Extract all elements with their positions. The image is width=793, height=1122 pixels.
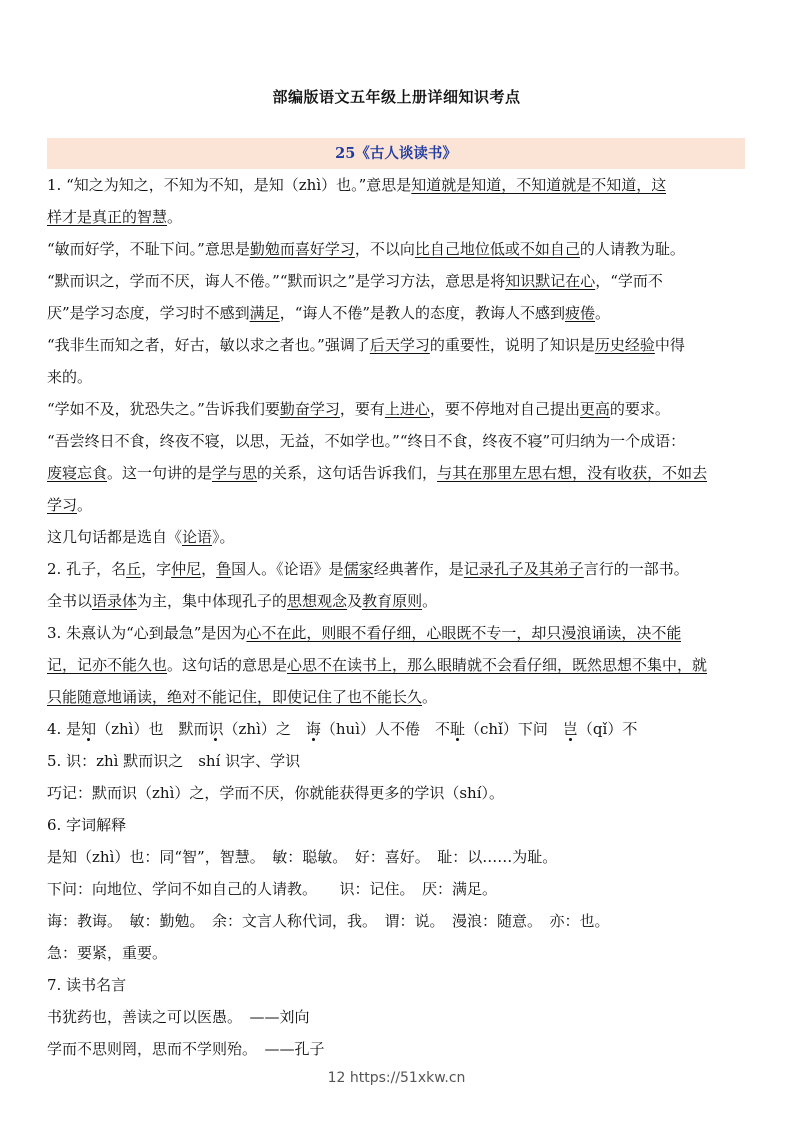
underlined-answer: 勤奋学习 xyxy=(279,400,340,418)
text-segment: 这几句话都是选自《 xyxy=(47,528,183,546)
underlined-answer: 仲尼 xyxy=(171,560,202,578)
text-segment: 经典著作，是 xyxy=(373,560,464,578)
text-segment: （chǐ）下问 xyxy=(465,720,563,738)
section-title: 25《古人谈读书》 xyxy=(335,145,457,162)
text-segment: 厌”是学习态度，学习时不感到 xyxy=(47,304,250,322)
text-segment: 的人请教为耻。 xyxy=(579,240,685,258)
underlined-answer: 比自己地位低或不如自己 xyxy=(414,240,580,258)
text-segment: ，要不停地对自己提出 xyxy=(429,400,580,418)
text-segment: 言行的一部书。 xyxy=(583,560,689,578)
underlined-answer: 满足 xyxy=(249,304,280,322)
text-segment: （zhì）也 默而 xyxy=(96,720,209,738)
text-segment: “我非生而知之者，好古，敏以求之者也。”强调了 xyxy=(47,336,370,354)
text-segment: 。 xyxy=(167,208,183,226)
text-line xyxy=(47,490,92,520)
underlined-answer: 后天学习 xyxy=(369,336,430,354)
text-line xyxy=(47,1034,325,1064)
text-segment: 国人。《论语》是 xyxy=(231,560,344,578)
text-segment: 的重要性，说明了知识是 xyxy=(429,336,595,354)
text-line xyxy=(47,170,666,200)
underlined-answer: 鲁 xyxy=(216,560,232,578)
text-segment: （huì）人不倦 不 xyxy=(320,720,451,738)
page-number: 12 xyxy=(327,1070,346,1086)
text-line xyxy=(47,586,437,616)
underlined-answer: 儒家 xyxy=(343,560,374,578)
text-line xyxy=(47,970,126,1000)
text-segment: 。 xyxy=(595,304,611,322)
underlined-answer: 记，记亦不能久也 xyxy=(47,656,168,674)
underlined-answer: 知道就是知道，不知道就是不知道，这 xyxy=(411,176,667,194)
text-segment: “默而识之，学而不厌，诲人不倦。”“默而识之”是学习方法，意思是将 xyxy=(47,272,506,290)
underlined-answer: 更高 xyxy=(579,400,610,418)
text-segment: （zhì）之 xyxy=(223,720,306,738)
text-segment: 学而不思则罔，思而不学则殆。 ——孔子 xyxy=(47,1040,325,1058)
text-segment: “学如不及，犹恐失之。”告诉我们要 xyxy=(47,400,280,418)
text-segment: 为主，集中体现孔子的 xyxy=(137,592,288,610)
text-line xyxy=(47,234,685,264)
text-line xyxy=(47,330,685,360)
text-segment: ，字 xyxy=(141,560,172,578)
text-line xyxy=(47,746,300,776)
text-line xyxy=(47,1002,310,1032)
text-segment: 书犹药也，善读之可以医愚。 ——刘向 xyxy=(47,1008,310,1026)
underlined-answer: 学习 xyxy=(47,496,78,514)
text-segment: 。 xyxy=(77,496,93,514)
text-segment: 来的。 xyxy=(47,368,93,386)
section-heading xyxy=(47,138,745,169)
document-title: 部编版语文五年级上册详细知识考点 xyxy=(272,88,521,106)
underlined-answer: 与其在那里左思右想，没有收获，不如去 xyxy=(437,464,708,482)
text-segment: 。这句话的意思是 xyxy=(167,656,288,674)
text-segment: 6. 字词解释 xyxy=(47,816,127,834)
text-line xyxy=(47,202,182,232)
text-line xyxy=(47,426,685,456)
dotted-character: 诲 xyxy=(305,720,321,738)
text-segment: 下问：向地位、学问不如自己的人请教。 识：记住。 厌：满足。 xyxy=(47,880,498,898)
text-segment: （qǐ）不 xyxy=(577,720,638,738)
text-line xyxy=(47,906,610,936)
text-line xyxy=(47,810,126,840)
dotted-character: 岂 xyxy=(562,720,578,738)
text-segment: 2. 孔子，名 xyxy=(47,560,127,578)
text-line xyxy=(47,874,497,904)
underlined-answer: 上进心 xyxy=(384,400,430,418)
underlined-answer: 废寝忘食 xyxy=(47,464,108,482)
text-segment: 巧记：默而识（zhì）之，学而不厌，你就能获得更多的学识（shí）。 xyxy=(47,784,505,802)
text-segment: 诲：教诲。 敏：勤勉。 余：文言人称代词，我。 谓：说。 漫浪：随意。 亦：也。 xyxy=(47,912,610,930)
text-line xyxy=(47,298,610,328)
text-line xyxy=(47,554,689,584)
text-segment: 全书以 xyxy=(47,592,93,610)
text-segment: ，“诲人不倦”是教人的态度，教诲人不感到 xyxy=(279,304,566,322)
text-line xyxy=(47,362,92,392)
text-segment: 1. “知之为知之，不知为不知，是知（zhì）也。”意思是 xyxy=(47,176,412,194)
text-line xyxy=(47,714,637,744)
underlined-answer: 勤勉而喜好学习 xyxy=(249,240,355,258)
underlined-answer: 教育原则 xyxy=(362,592,423,610)
text-segment: 。 xyxy=(422,592,438,610)
underlined-answer: 知识默记在心 xyxy=(505,272,596,290)
text-segment: 3. 朱熹认为“心到最急”是因为 xyxy=(47,624,247,642)
underlined-answer: 论语 xyxy=(182,528,213,546)
dotted-character: 知 xyxy=(81,720,97,738)
text-segment: 4. 是 xyxy=(47,720,82,738)
text-segment: 。这一句讲的是 xyxy=(107,464,213,482)
text-line xyxy=(47,938,167,968)
underlined-answer: 心思不在读书上，那么眼睛就不会看仔细，既然思想不集中，就 xyxy=(287,656,708,674)
text-segment: 的关系，这句话告诉我们， xyxy=(257,464,438,482)
underlined-answer: 丘 xyxy=(126,560,142,578)
text-line xyxy=(47,842,557,872)
text-line xyxy=(47,522,235,552)
page-footer xyxy=(0,1070,793,1086)
underlined-answer: 思想观念 xyxy=(287,592,348,610)
underlined-answer: 历史经验 xyxy=(594,336,655,354)
text-segment: 急：要紧，重要。 xyxy=(47,944,168,962)
footer-url: https://51xkw.cn xyxy=(349,1070,466,1086)
text-segment: 及 xyxy=(347,592,363,610)
underlined-answer: 只能随意地诵读，绝对不能记住，即使记住了也不能长久 xyxy=(47,688,423,706)
text-segment: “吾尝终日不食，终夜不寝，以思，无益，不如学也。”“终日不食，终夜不寝”可归纳为一个成语： xyxy=(47,432,686,450)
text-segment: 5. 识：zhì 默而识之 shí 识字、学识 xyxy=(47,752,301,770)
underlined-answer: 心不在此，则眼不看仔细，心眼既不专一，却只漫浪诵读，决不能 xyxy=(246,624,682,642)
text-line xyxy=(47,266,663,296)
underlined-answer: 记录孔子及其弟子 xyxy=(463,560,584,578)
underlined-answer: 语录体 xyxy=(92,592,138,610)
dotted-character: 识 xyxy=(208,720,224,738)
text-segment: ，“学而不 xyxy=(595,272,663,290)
text-segment: 7. 读书名言 xyxy=(47,976,127,994)
text-segment: 》。 xyxy=(212,528,235,546)
underlined-answer: 学与思 xyxy=(212,464,258,482)
text-line xyxy=(47,778,504,808)
text-segment: 的要求。 xyxy=(609,400,670,418)
text-segment: “敏而好学，不耻下问。”意思是 xyxy=(47,240,250,258)
text-segment: 中得 xyxy=(654,336,685,354)
text-line xyxy=(47,618,681,648)
text-segment: ，要有 xyxy=(339,400,385,418)
text-segment: ，不以向 xyxy=(354,240,415,258)
dotted-character: 耻 xyxy=(450,720,466,738)
text-line xyxy=(47,394,670,424)
underlined-answer: 样才是真正的智慧 xyxy=(47,208,168,226)
text-line xyxy=(47,650,707,680)
text-segment: 。 xyxy=(422,688,438,706)
text-line xyxy=(47,682,437,712)
underlined-answer: 疲倦 xyxy=(565,304,596,322)
text-segment: 是知（zhì）也：同“智”，智慧。 敏：聪敏。 好：喜好。 耻：以……为耻。 xyxy=(47,848,558,866)
text-line xyxy=(47,458,707,488)
text-segment: ， xyxy=(201,560,217,578)
